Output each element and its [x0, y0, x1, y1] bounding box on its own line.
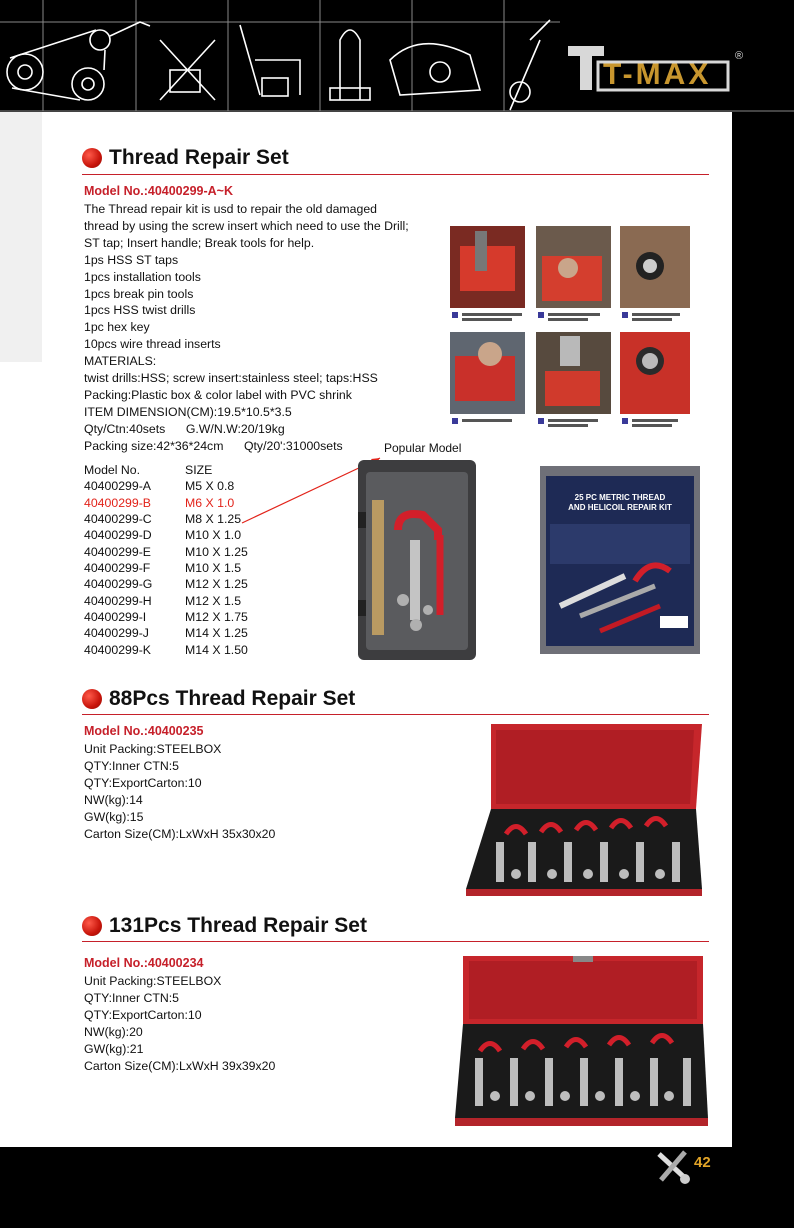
cell-model: 40400299-K [84, 642, 152, 657]
desc-line: ITEM DIMENSION(CM):19.5*10.5*3.5 [84, 404, 292, 419]
cell-size: M6 X 1.0 [185, 495, 235, 510]
spec-line: Carton Size(CM):LxWxH 35x30x20 [84, 826, 276, 841]
cell-size: M14 X 1.50 [185, 642, 248, 657]
model-number: Model No.:40400299-A~K [84, 184, 234, 198]
cell-size: M12 X 1.5 [185, 593, 242, 608]
desc-line: ST tap; Insert handle; Break tools for help. [84, 235, 315, 250]
88pcs-steel-box-photo [466, 724, 702, 896]
page-number: 42 [694, 1154, 711, 1171]
product-description [84, 201, 464, 455]
cell-model: 40400299-A [84, 479, 152, 494]
spec-line: Carton Size(CM):LxWxH 39x39x20 [84, 1058, 276, 1073]
step-photo-1 [450, 226, 525, 308]
table-row [84, 527, 248, 543]
plastic-box-kit-photo [358, 460, 478, 662]
desc-line: 1pcs installation tools [84, 269, 201, 284]
spec-line: QTY:Inner CTN:5 [84, 990, 179, 1005]
desc-line: 1pc hex key [84, 320, 150, 335]
section-title-text: 131Pcs Thread Repair Set [109, 914, 367, 937]
cell-model: 40400299-G [84, 577, 153, 592]
header-model-no: Model No. [84, 463, 141, 477]
box-label-line1: 25 PC METRIC THREAD [574, 493, 666, 502]
cell-model: 40400299-F [84, 561, 151, 576]
product-specs [84, 973, 464, 1074]
size-table [84, 462, 248, 658]
logo-text: T-MAX [603, 58, 712, 91]
step-photo-4 [450, 332, 525, 414]
table-row [84, 478, 248, 494]
desc-line: thread by using the screw insert which need to use the Drill; [84, 218, 409, 233]
product-specs [84, 741, 464, 842]
section-title-88pcs [82, 687, 355, 711]
desc-line: 1pcs HSS twist drills [84, 303, 196, 318]
step-photo-5 [536, 332, 611, 414]
step-photo-2 [536, 226, 611, 308]
table-header [84, 462, 248, 478]
section-divider [82, 714, 709, 715]
spec-line: NW(kg):14 [84, 792, 143, 807]
table-row [84, 593, 248, 609]
cell-size: M10 X 1.25 [185, 544, 248, 559]
step-photo-6 [620, 332, 690, 414]
131pcs-steel-box-photo [455, 956, 708, 1128]
spec-line: Unit Packing:STEELBOX [84, 742, 222, 756]
section-divider [82, 941, 709, 942]
desc-line: Qty/Ctn:40sets G.W/N.W:20/19kg [84, 421, 285, 436]
cell-model: 40400299-I [84, 610, 147, 625]
popular-model-label: Popular Model [384, 441, 462, 455]
table-row [84, 642, 248, 658]
tools-icon [655, 1148, 695, 1188]
table-row [84, 609, 248, 625]
desc-line: twist drills:HSS; screw insert:stainless steel; taps:HSS [84, 371, 378, 386]
red-bullet-icon [82, 148, 102, 168]
step-photo-3 [620, 226, 690, 308]
header-band [0, 0, 794, 112]
spec-line: Unit Packing:STEELBOX [84, 974, 222, 988]
left-margin-strip [0, 112, 42, 362]
section-title-text: Thread Repair Set [109, 146, 289, 169]
cell-size: M12 X 1.75 [185, 610, 248, 625]
cell-size: M5 X 0.8 [185, 479, 235, 494]
red-bullet-icon [82, 689, 102, 709]
section-title-thread-repair-set [82, 146, 289, 170]
section-title-text: 88Pcs Thread Repair Set [109, 687, 356, 710]
desc-line: 1ps HSS ST taps [84, 252, 179, 267]
table-row-highlighted [84, 495, 248, 511]
table-row [84, 560, 248, 576]
red-bullet-icon [82, 916, 102, 936]
section-divider [82, 174, 709, 175]
cell-size: M12 X 1.25 [185, 577, 248, 592]
spec-line: GW(kg):21 [84, 1041, 144, 1056]
cell-size: M10 X 1.5 [185, 561, 242, 576]
desc-line: 10pcs wire thread inserts [84, 337, 221, 352]
desc-line: Packing size:42*36*24cm Qty/20':31000sets [84, 438, 343, 453]
cell-model: 40400299-J [84, 626, 149, 641]
desc-line: Packing:Plastic box & color label with PVC shrink [84, 387, 352, 402]
table-row [84, 576, 248, 592]
cell-model: 40400299-C [84, 512, 152, 527]
box-label-line2: AND HELICOIL REPAIR KIT [568, 503, 672, 512]
spec-line: NW(kg):20 [84, 1024, 143, 1039]
usage-steps-photos [450, 226, 690, 436]
carded-kit-photo [540, 466, 700, 654]
spec-line: GW(kg):15 [84, 809, 144, 824]
spec-line: QTY:ExportCarton:10 [84, 1007, 202, 1022]
cell-size: M10 X 1.0 [185, 528, 242, 543]
cell-model: 40400299-D [84, 528, 152, 543]
cell-size: M14 X 1.25 [185, 626, 248, 641]
table-row [84, 625, 248, 641]
cell-size: M8 X 1.25 [185, 512, 242, 527]
section-title-131pcs [82, 914, 367, 938]
desc-line: The Thread repair kit is usd to repair the old damaged [84, 202, 378, 216]
cell-model: 40400299-H [84, 593, 152, 608]
table-row [84, 544, 248, 560]
table-row [84, 511, 248, 527]
spec-line: QTY:ExportCarton:10 [84, 775, 202, 790]
cell-model: 40400299-E [84, 544, 152, 559]
registered-mark: ® [735, 50, 744, 62]
desc-line: MATERIALS: [84, 354, 157, 369]
header-size: SIZE [185, 463, 213, 477]
model-number: Model No.:40400235 [84, 724, 204, 738]
model-number: Model No.:40400234 [84, 956, 204, 970]
cell-model: 40400299-B [84, 495, 152, 510]
spec-line: QTY:Inner CTN:5 [84, 758, 179, 773]
desc-line: 1pcs break pin tools [84, 286, 194, 301]
